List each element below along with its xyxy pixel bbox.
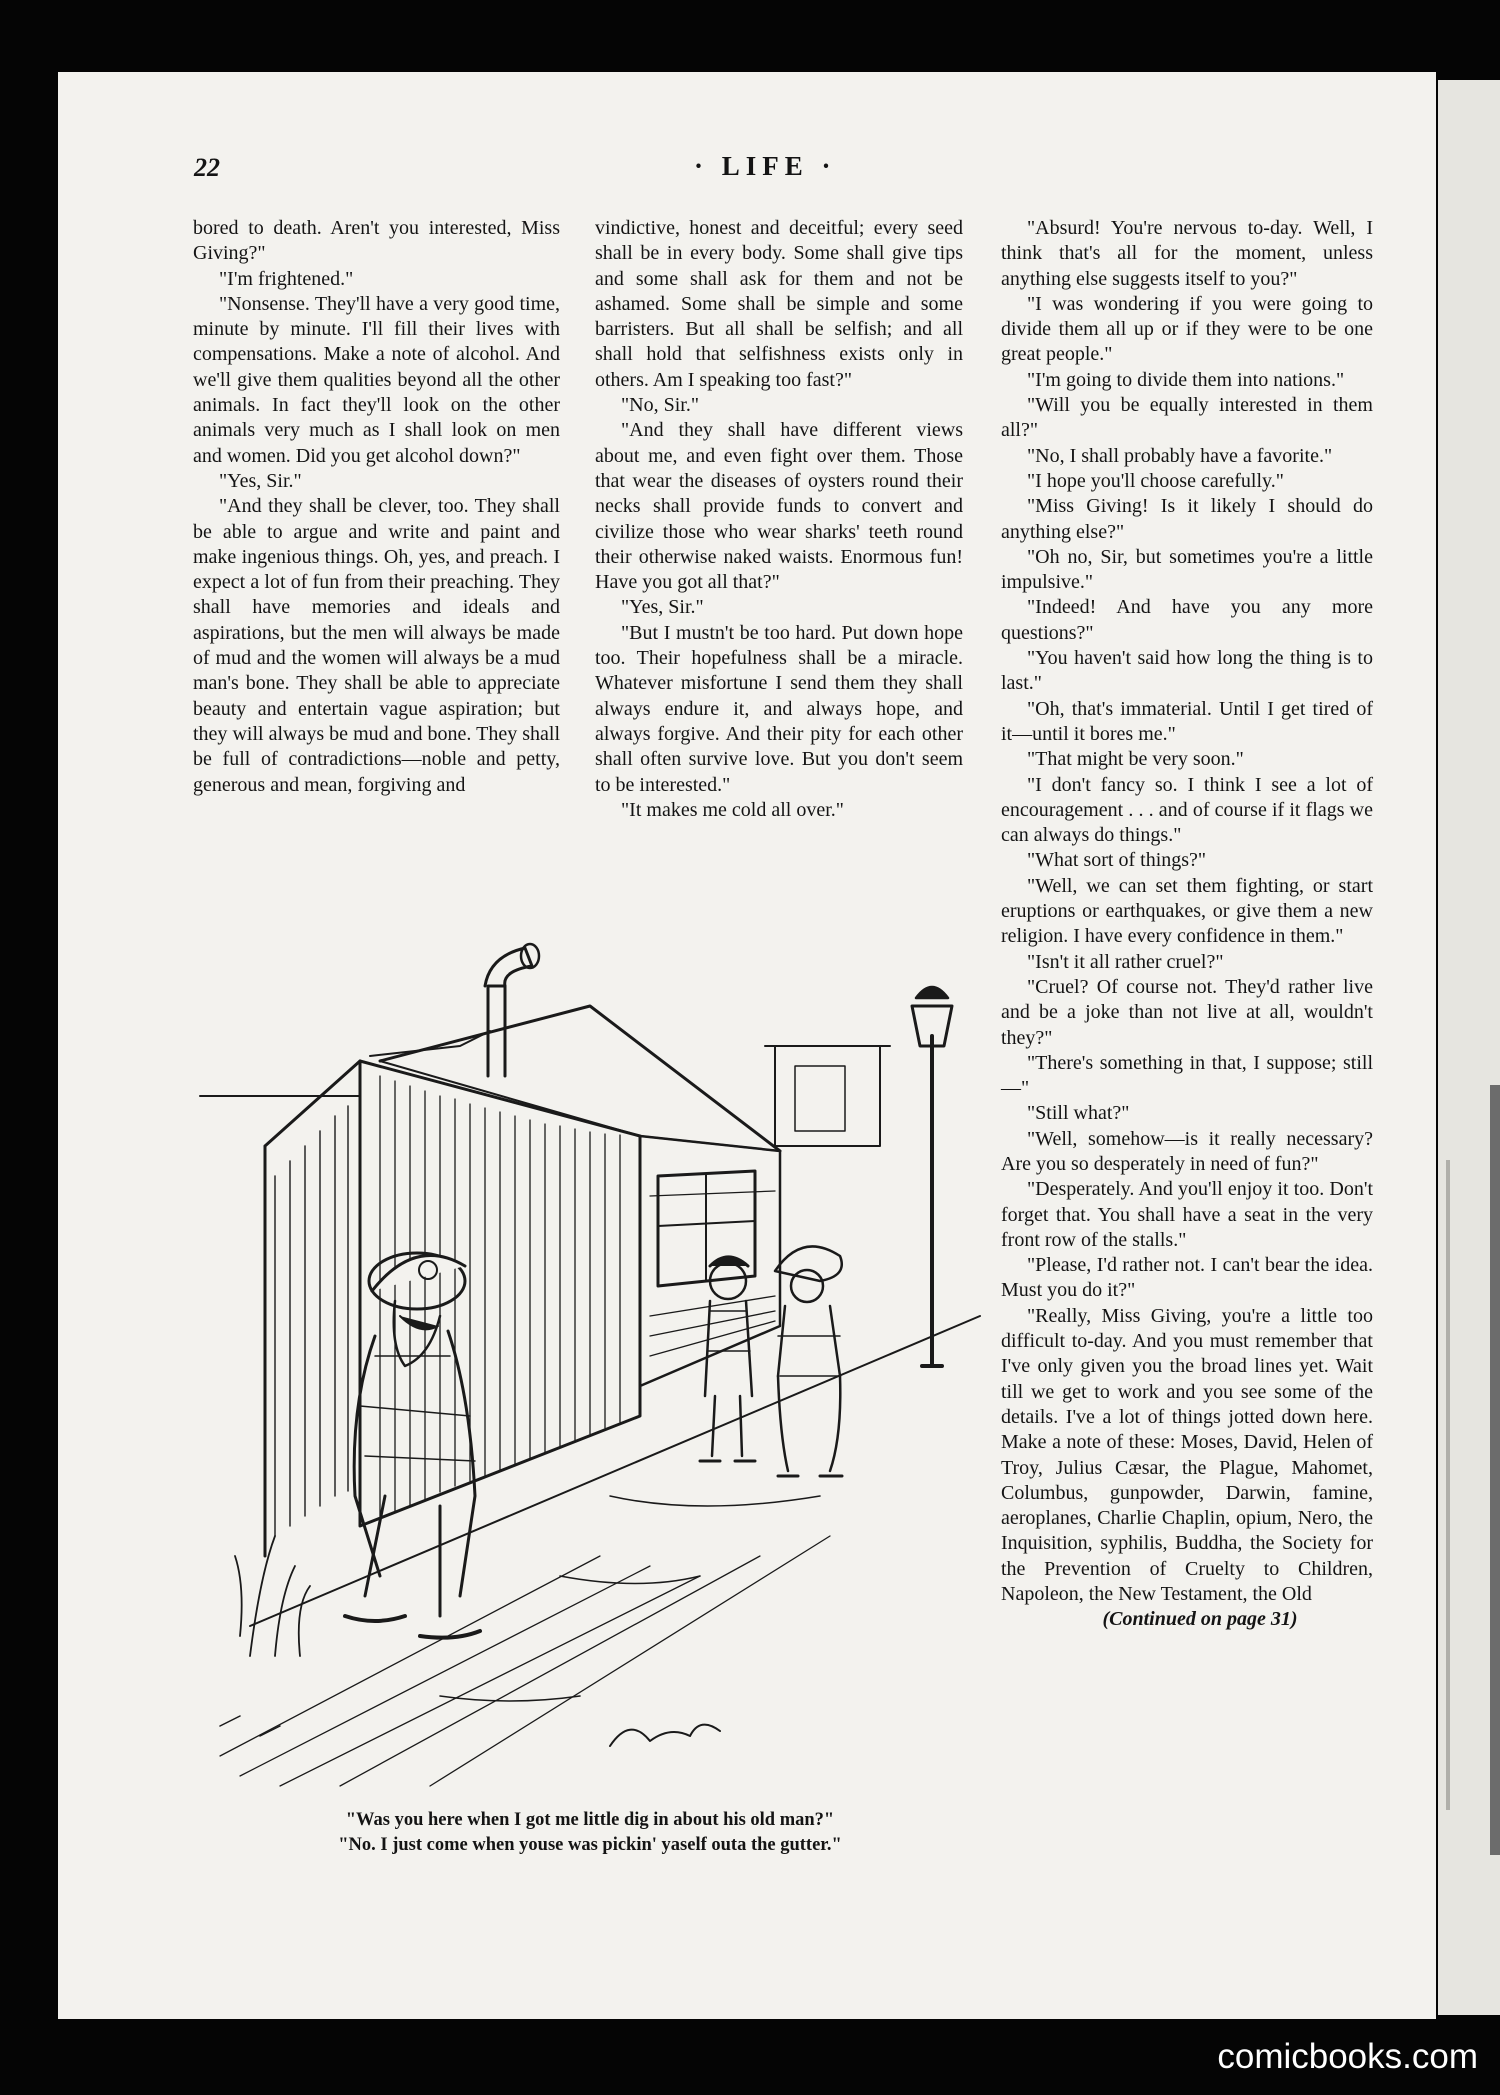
text-column-3 [1001, 216, 1373, 1633]
paragraph: "But I mustn't be too hard. Put down hope too. Their hopefulness shall be a miracle. Whatever misfortune I send them they shall always endure it, and always hope, and always forgive. And their pity for each other shall often survive love. But you don't seem to be interested." [595, 621, 963, 796]
paragraph: "Really, Miss Giving, you're a little too difficult to-day. And you must remember that I've only given you the broad lines yet. Wait till we get to work and you see some of the details. I've a lot of things jotted down here. Make a note of these: Moses, David, Helen of Troy, Julius Cæsar, the Plague, Mahomet, Columbus, gunpowder, Darwin, famine, aeroplanes, Charlie Chaplin, opium, Nero, the Inquisition, syphilis, Buddha, the Society for the Prevention of Cruelty to Children, Napoleon, the New Testament, the Old [1001, 1304, 1373, 1606]
paragraph: "There's something in that, I suppose; still —" [1001, 1051, 1373, 1100]
continued-note: (Continued on page 31) [1102, 1608, 1298, 1631]
adjacent-page-illustration-edge [1490, 1085, 1500, 1855]
artist-signature [599, 1755, 601, 1756]
paragraph: "That might be very soon." [1027, 748, 1244, 771]
text-column-1 [193, 216, 560, 798]
site-watermark: comicbooks.com [1217, 2037, 1478, 2076]
paragraph: "Absurd! You're nervous to-day. Well, I think that's all for the moment, unless anything else suggests itself to you?" [1001, 217, 1373, 290]
paragraph: "You haven't said how long the thing is to last." [1001, 647, 1373, 695]
paragraph: "Yes, Sir." [219, 469, 302, 492]
paragraph: "Indeed! And have you any more questions?" [1001, 596, 1373, 644]
paragraph: "I was wondering if you were going to divide them all up or if they were to be one great people." [1001, 292, 1373, 366]
paragraph: "Well, we can set them fighting, or start eruptions or earthquakes, or give them a new religion. I have every confidence in them." [1001, 874, 1373, 948]
caption-line-2: "No. I just come when youse was pickin' yaself outa the gutter." [338, 1835, 842, 1855]
paragraph: "Well, somehow—is it really necessary? Are you so desperately in need of fun?" [1001, 1127, 1373, 1175]
paragraph: "Oh, that's immaterial. Until I get tired of it—until it bores me." [1001, 697, 1373, 745]
paragraph: "Oh no, Sir, but sometimes you're a little impulsive." [1001, 545, 1373, 594]
paragraph: "And they shall be clever, too. They shall be able to argue and write and paint and make ingenious things. Oh, yes, and preach. I expect a lot of fun from their preaching. They shall have memories and ideals and aspirations, but the men will always be made of mud and the women will always be a mud man's bone. They shall be able to appreciate beauty and entertain vague aspiration; but they will always be mud and bone. They shall be full of contradictions—noble and petty, generous and mean, forgiving and [193, 495, 560, 796]
adjacent-page-edge [1438, 80, 1500, 2015]
paragraph: "No, I shall probably have a favorite." [1027, 444, 1333, 467]
paragraph: "Desperately. And you'll enjoy it too. Don't forget that. You shall have a seat in the very front row of the stalls." [1001, 1178, 1373, 1251]
paragraph: "Please, I'd rather not. I can't bear the idea. Must you do it?" [1001, 1254, 1373, 1302]
paragraph: "And they shall have different views about me, and even fight over them. Those that wear the diseases of oysters round their necks shall provide funds to convert and civilize those who wear sharks' teeth round their otherwise naked waists. Enormous fun! Have you got all that?" [595, 419, 963, 594]
paragraph: "I don't fancy so. I think I see a lot of encouragement . . . and of course if it flags we can always do things." [1001, 773, 1373, 847]
paragraph: "Will you be equally interested in them all?" [1001, 394, 1373, 442]
paragraph: "Still what?" [1027, 1102, 1130, 1125]
paragraph: "I'm frightened." [219, 267, 354, 290]
page-number: 22 [194, 153, 220, 182]
cartoon-illustration [180, 936, 1000, 1791]
paragraph: "Yes, Sir." [621, 596, 704, 619]
paragraph: "I'm going to divide them into nations." [1027, 368, 1345, 391]
paragraph: "I hope you'll choose carefully." [1027, 469, 1284, 492]
magazine-title: · LIFE · [694, 151, 837, 181]
paragraph: "It makes me cold all over." [621, 798, 844, 821]
cartoon-caption [180, 1808, 1000, 1858]
caption-line-1: "Was you here when I got me little dig in about his old man?" [345, 1810, 835, 1830]
paragraph: vindictive, honest and deceitful; every seed shall be in every body. Some shall give tips and some shall ask for them and not be ashamed. Some shall be simple and some barristers. But all shall be selfish; and all shall hold that selfishness exists only in others. Am I speaking too fast?" [595, 217, 963, 391]
paragraph: "Miss Giving! Is it likely I should do anything else?" [1001, 495, 1373, 543]
paragraph: "Cruel? Of course not. They'd rather live and be a joke than not live at all, wouldn't they?" [1001, 975, 1373, 1049]
text-column-2 [595, 216, 963, 823]
paragraph: "Isn't it all rather cruel?" [1027, 950, 1224, 973]
paragraph: "Nonsense. They'll have a very good time, minute by minute. I'll fill their lives with compensations. Make a note of alcohol. And we'll give them qualities beyond all the other animals. In fact they'll look on the other animals very much as I shall look on men and women. Did you get alcohol down?" [193, 292, 560, 467]
paragraph: "What sort of things?" [1027, 849, 1207, 872]
adjacent-page-rule [1446, 1160, 1450, 1810]
paragraph: bored to death. Aren't you interested, Miss Giving?" [193, 217, 560, 265]
paragraph: "No, Sir." [621, 394, 700, 417]
